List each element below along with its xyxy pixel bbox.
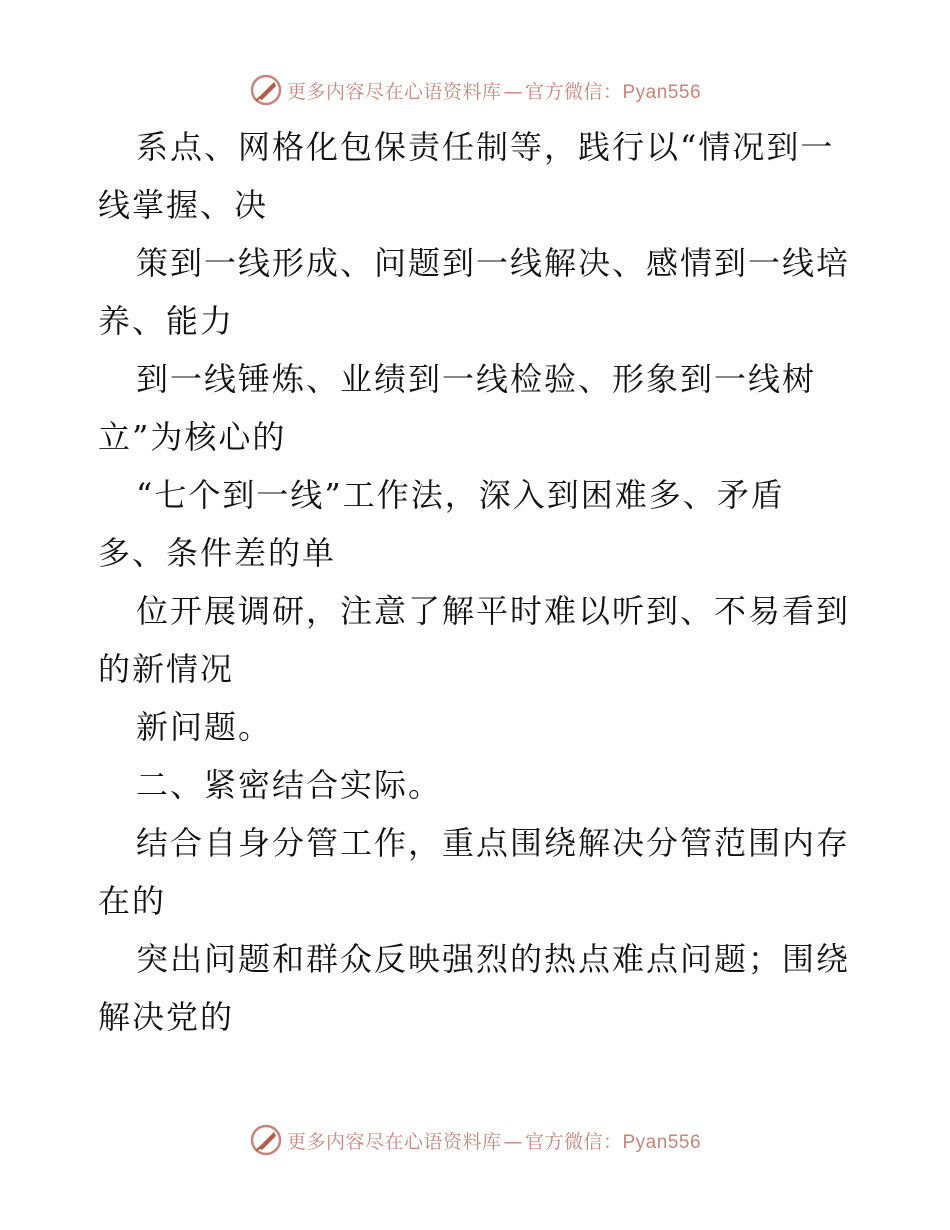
text-line: 结合自身分管工作，重点围绕解决分管范围内存: [136, 824, 851, 862]
watermark-text: 更多内容尽在心语资料库 — 官方微信：Pyan556: [286, 1130, 702, 1153]
text-line: 系点、网格化包保责任制等，践行以“情况到一: [136, 128, 835, 166]
text-line: 养、能力: [98, 302, 235, 340]
header-watermark: [0, 70, 950, 110]
document-body: [98, 118, 858, 1046]
quill-logo-icon: [249, 1123, 283, 1157]
text-line: 策到一线形成、问题到一线解决、感情到一线培: [136, 244, 851, 282]
text-line: 突出问题和群众反映强烈的热点难点问题；围绕: [136, 940, 851, 978]
text-line: “七个到一线”工作法，深入到困难多、矛盾: [136, 476, 785, 514]
footer-watermark: [0, 1120, 950, 1160]
text-line: 立”为核心的: [98, 418, 287, 456]
text-line: 位开展调研，注意了解平时难以听到、不易看到: [136, 592, 851, 630]
text-line: 多、条件差的单: [98, 534, 337, 572]
text-line: 在的: [98, 882, 167, 920]
text-line: 到一线锤炼、业绩到一线检验、形象到一线树: [136, 360, 817, 398]
text-line: 线掌握、决: [98, 186, 269, 224]
text-line: 解决党的: [98, 998, 235, 1036]
quill-logo-icon: [249, 73, 283, 107]
text-line: 的新情况: [98, 650, 235, 688]
text-line: 新问题。: [136, 708, 273, 746]
watermark-text: 更多内容尽在心语资料库 — 官方微信：Pyan556: [286, 80, 702, 103]
section-heading: 二、紧密结合实际。: [136, 766, 443, 804]
